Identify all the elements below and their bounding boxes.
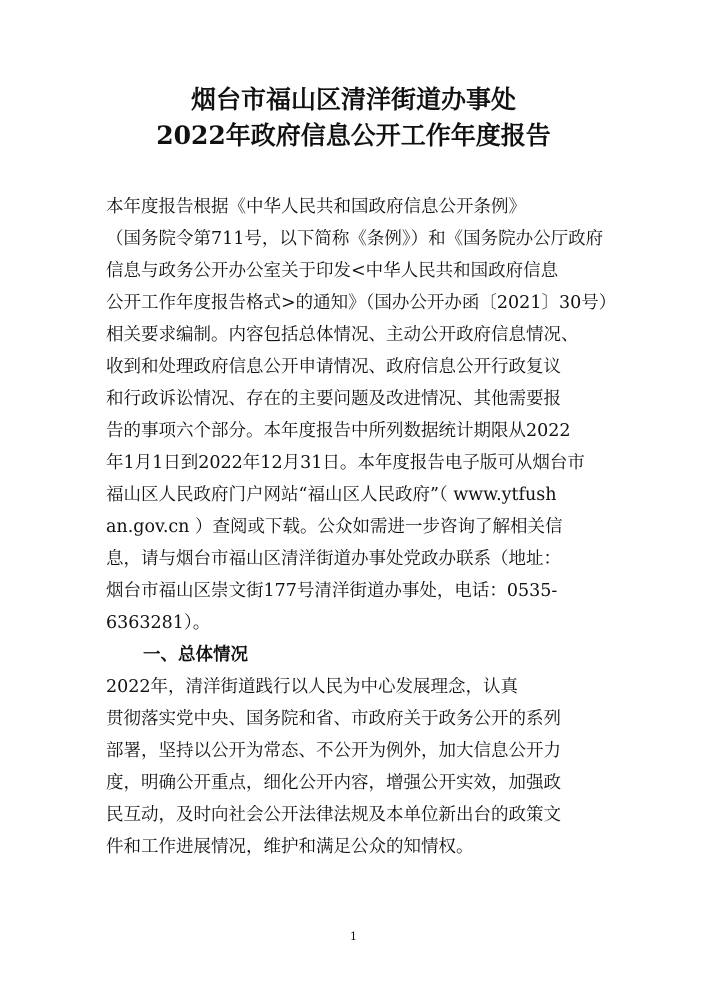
- intro-line: （国务院令第711号，以下简称《条例》）和《国务院办公厅政府: [106, 229, 604, 249]
- intro-line: 息，请与烟台市福山区清洋街道办事处党政办联系（地址：: [106, 549, 561, 569]
- section-heading: 一、总体情况: [143, 645, 248, 665]
- intro-line: 和行政诉讼情况、存在的主要问题及改进情况、其他需要报: [106, 389, 561, 409]
- intro-line: 烟台市福山区崇文街177号清洋街道办事处，电话：0535-: [106, 581, 558, 601]
- intro-line: 6363281）。: [106, 613, 211, 633]
- intro-line: 福山区人民政府门户网站“福山区人民政府”（ www.ytfush: [106, 485, 557, 505]
- page-number: 1: [350, 930, 357, 943]
- intro-line: 年1月1日到2022年12月31日。本年度报告电子版可从烟台市: [106, 453, 585, 473]
- intro-line: 收到和处理政府信息公开申请情况、政府信息公开行政复议: [106, 357, 561, 377]
- intro-line: an.gov.cn ）查阅或下载。公众如需进一步咨询了解相关信: [106, 517, 563, 537]
- section-line: 贯彻落实党中央、国务院和省、市政府关于政务公开的系列: [106, 709, 561, 729]
- section-line: 2022年，清洋街道践行以人民为中心发展理念，认真: [106, 677, 519, 697]
- document-title-line-1: 烟台市福山区清洋街道办事处: [190, 85, 516, 114]
- section-line: 部署，坚持以公开为常态、不公开为例外，加大信息公开力: [106, 741, 561, 761]
- intro-line: 相关要求编制。内容包括总体情况、主动公开政府信息情况、: [106, 325, 579, 345]
- intro-line: 本年度报告根据《中华人民共和国政府信息公开条例》: [106, 197, 526, 217]
- intro-line: 信息与政务公开办公室关于印发<中华人民共和国政府信息: [106, 261, 559, 281]
- section-line: 民互动，及时向社会公开法律法规及本单位新出台的政策文: [106, 805, 561, 825]
- document-title-line-2: 2022年政府信息公开工作年度报告: [156, 121, 551, 150]
- intro-line: 告的事项六个部分。本年度报告中所列数据统计期限从2022: [106, 421, 571, 441]
- section-line: 件和工作进展情况，维护和满足公众的知情权。: [106, 837, 474, 857]
- section-line: 度，明确公开重点，细化公开内容，增强公开实效，加强政: [106, 773, 561, 793]
- intro-line: 公开工作年度报告格式>的通知》（国办公开办函〔2021〕30号）: [106, 293, 617, 313]
